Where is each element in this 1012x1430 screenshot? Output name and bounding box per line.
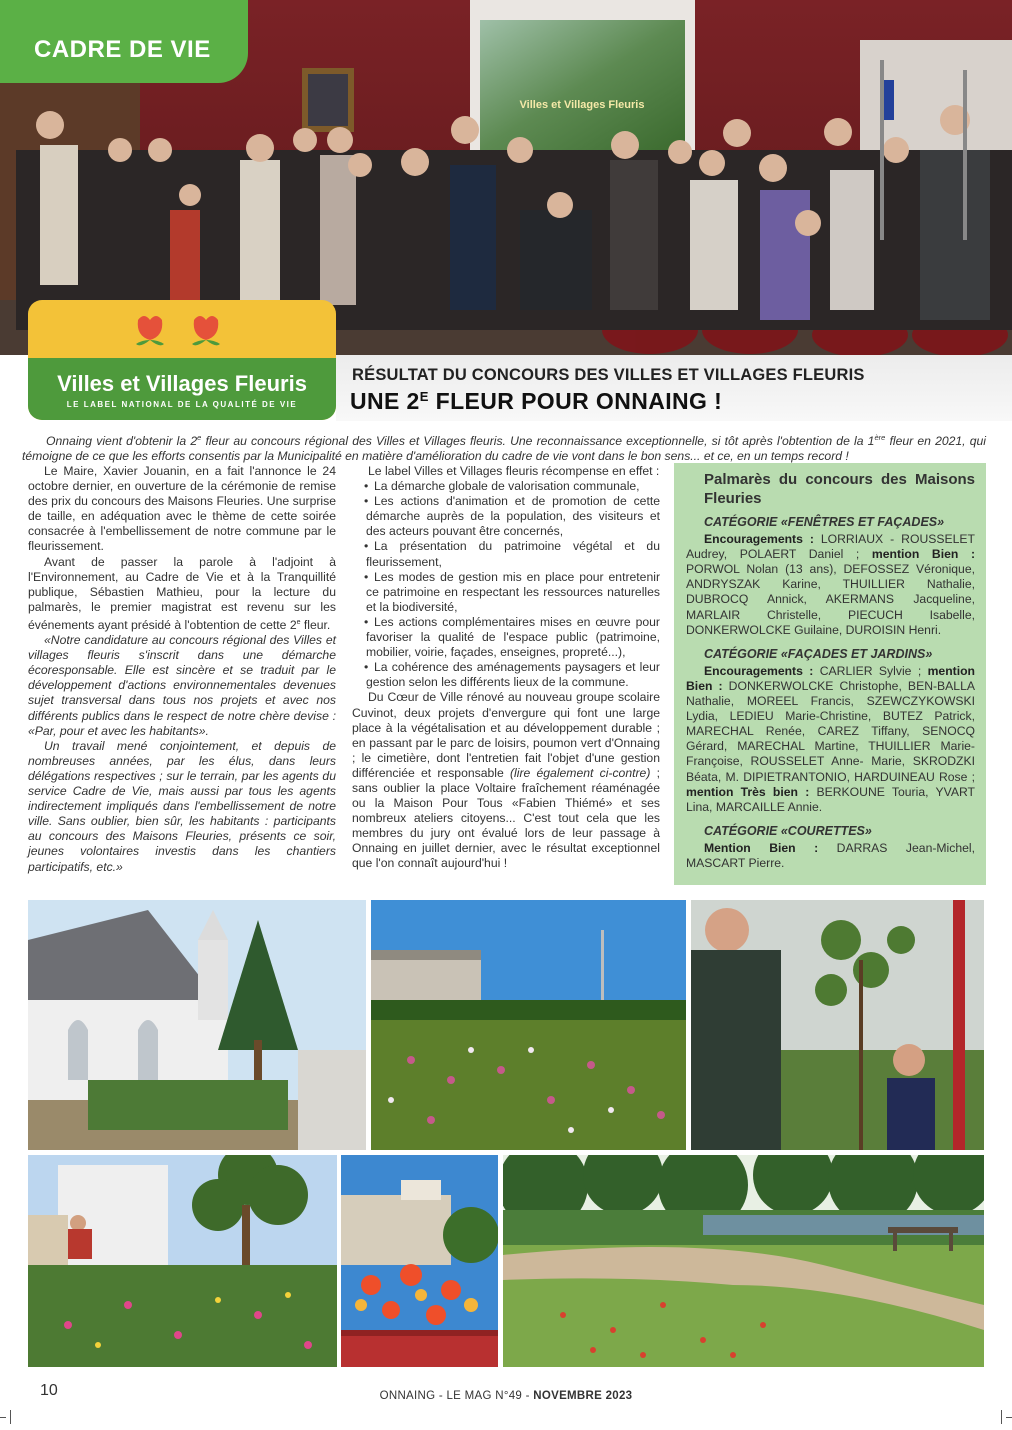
crop-mark <box>0 1417 6 1418</box>
category-heading: CATÉGORIE «COURETTES» <box>704 823 872 838</box>
article-title: UNE $2^E$ FLEUR POUR ONNAING ! <box>350 388 723 414</box>
bullet-item: • La cohérence des aménagements paysagers et leur gestion selon les différents lieux de la commune. <box>364 660 660 690</box>
paragraph: Avant de passer la parole à l'adjoint à l'Environnement, au Cadre de Vie et à la Tranquillité publique, Sébastien Mathieu, pour la lecture du palmarès, le premier magistrat est revenu sur les événements ayant présidé à l'obtention de cette 2e fleur. <box>28 554 336 632</box>
category-heading: CATÉGORIE «FAÇADES ET JARDINS» <box>704 646 933 661</box>
article-column-2 <box>352 464 660 872</box>
screen-caption: Villes et Villages Fleuris <box>519 99 645 111</box>
category-winners: Encouragements : LORRIAUX - ROUSSELET Audrey, POLAERT Daniel ; mention Bien : PORWOL Nolan (13 ans), DEFOSSEZ Véronique, ANDRYSZAK Karine, THUILLIER Nathalie, DUBROCQ Annick, AKERMANS Jacqueline, MARLAIR Christelle, PIECUCH Isabelle, DONKERWOLCKE Guilaine, DUROISIN Henri. <box>686 532 975 637</box>
palmares-title: Palmarès du concours des Maisons Fleuries <box>704 471 975 507</box>
bullet-item: • La démarche globale de valorisation communale, <box>364 479 640 494</box>
page-number: 10 <box>40 1382 58 1399</box>
paragraph: Le Maire, Xavier Jouanin, en a fait l'annonce le 24 octobre dernier, en ouverture de la cérémonie de remise des prix du concours des Maisons Fleuries. Une surprise de taille, en adéquation avec le thème de cette soirée consacrée à l'embellissement de notre commune par le fleurissement. <box>28 464 336 554</box>
crop-mark <box>1001 1410 1002 1424</box>
paragraph: Du Cœur de Ville rénové au nouveau groupe scolaire Cuvinot, deux projets d'envergure qui font une large place à la végétalisation et au développement durable ; en passant par le parc de loisirs, poumon vert d'Onnaing ; le cimetière, dont l'entretien fait l'objet d'une gestion différenciée et responsable (lire également ci-contre) ; sans oublier la place Voltaire fraîchement réaménagée ou la Maison Pour Tous «Fabien Thiémé» et ses nombreux ateliers citoyens... C'est tout cela que les membres du jury ont évalué lors de leur passage à Onnaing en juillet dernier, avec le résultat exceptionnel que l'on connaît aujourd'hui ! <box>352 690 660 871</box>
bullet-item: • Les actions d'animation et de promotion de cette démarche auprès de la population, des visiteurs et des acteurs pouvant être concernés, <box>364 494 660 539</box>
bullet-item: • Les modes de gestion mis en place pour entretenir ce patrimoine en respectant les ressources naturelles et la biodiversité, <box>364 569 660 614</box>
photo-tree-planting <box>691 900 984 1150</box>
category-heading: CATÉGORIE «FENÊTRES ET FAÇADES» <box>704 515 945 529</box>
quote-paragraph: Un travail mené conjointement, et depuis de nombreuses années, par les élus, dans leurs délégations respectives ; sur le terrain, par les agents du service Cadre de Vie, mais aussi par tous les agents indirectement impliqués dans l'embellissement de notre ville. Sans oublier, bien sûr, les habitants : participants au concours des Maisons Fleuries, présents ce soir, jeunes volontaires investis dans les chantiers participatifs, etc.» <box>28 738 336 874</box>
category-winners: Mention Bien : DARRAS Jean-Michel, MASCART Pierre. <box>686 840 976 870</box>
magazine-footer: ONNAING - LE MAG N°49 - NOVEMBRE 2023 <box>379 1390 633 1402</box>
photo-wildflower-meadow <box>371 900 686 1150</box>
quote-paragraph: «Notre candidature au concours régional des Villes et villages fleuris s'inscrit dans une démarche écoresponsable. Elle est sincère et se traduit par le développement d'actions environnementales devenues sujet transversal dans tous nos projets et avec nos différents publics dans le respect de notre chère devise : «Par, pour et avec les habitants». <box>28 633 336 738</box>
villes-villages-fleuris-logo <box>28 300 336 420</box>
flower-icon <box>132 312 232 352</box>
crop-mark <box>10 1410 11 1424</box>
photo-church-garden <box>28 900 366 1150</box>
photo-flower-planter <box>341 1155 498 1367</box>
bullet-item: • La présentation du patrimoine végétal et du fleurissement, <box>364 539 660 569</box>
photo-roadside-flowerbed <box>28 1155 337 1367</box>
bullet-item: • Les actions complémentaires mises en œuvre pour favoriser la qualité de l'espace public (patrimoine, mobilier, voirie, façades, enseignes, propreté...), <box>364 614 660 660</box>
logo-title: Villes et Villages Fleuris <box>57 371 307 396</box>
category-winners: Encouragements : CARLIER Sylvie ; mention Bien : DONKERWOLCKE Christophe, BEN-BALLA Nathalie, MOREEL Francis, SZEWCZYKOWSKI Lydia, LEDIEU Marie-Christine, BUTEZ Patrick, MARECHAL Renée, CAREZ Tiffany, SENOCQ Gérard, MARECHAL Martine, THUILLIER Marie-Françoise, ROUSSELET Anne- Marie, SKRODZKI Béata, M. DIPIETRANTONIO, HARDUINEAU Rose ; mention Très bien : BERKOUNE Touria, YVART Lina, MARCAILLE Annie. <box>686 663 975 814</box>
section-tag: CADRE DE VIE <box>0 0 248 83</box>
crop-mark <box>1006 1417 1012 1418</box>
photo-park-path <box>503 1155 984 1367</box>
palmares-box <box>674 463 986 885</box>
article-intro: Onnaing vient d'obtenir la 2e fleur au concours régional des Villes et Villages fleuris. Une reconnaissance exceptionnelle, si tôt après l'obtention de la 1ère fleur en 2021, qui témoigne de ce que les efforts consentis par la Municipalité en matière d'amélioration du cadre de vie vont dans le bon sens... et ce, en un temps record ! <box>22 433 986 464</box>
article-column-1 <box>28 464 336 875</box>
paragraph: Le label Villes et Villages fleuris récompense en effet : <box>368 464 660 478</box>
article-kicker: RÉSULTAT DU CONCOURS DES VILLES ET VILLAGES FLEURIS <box>352 366 865 384</box>
logo-subtitle: LE LABEL NATIONAL DE LA QUALITÉ DE VIE <box>66 400 298 409</box>
